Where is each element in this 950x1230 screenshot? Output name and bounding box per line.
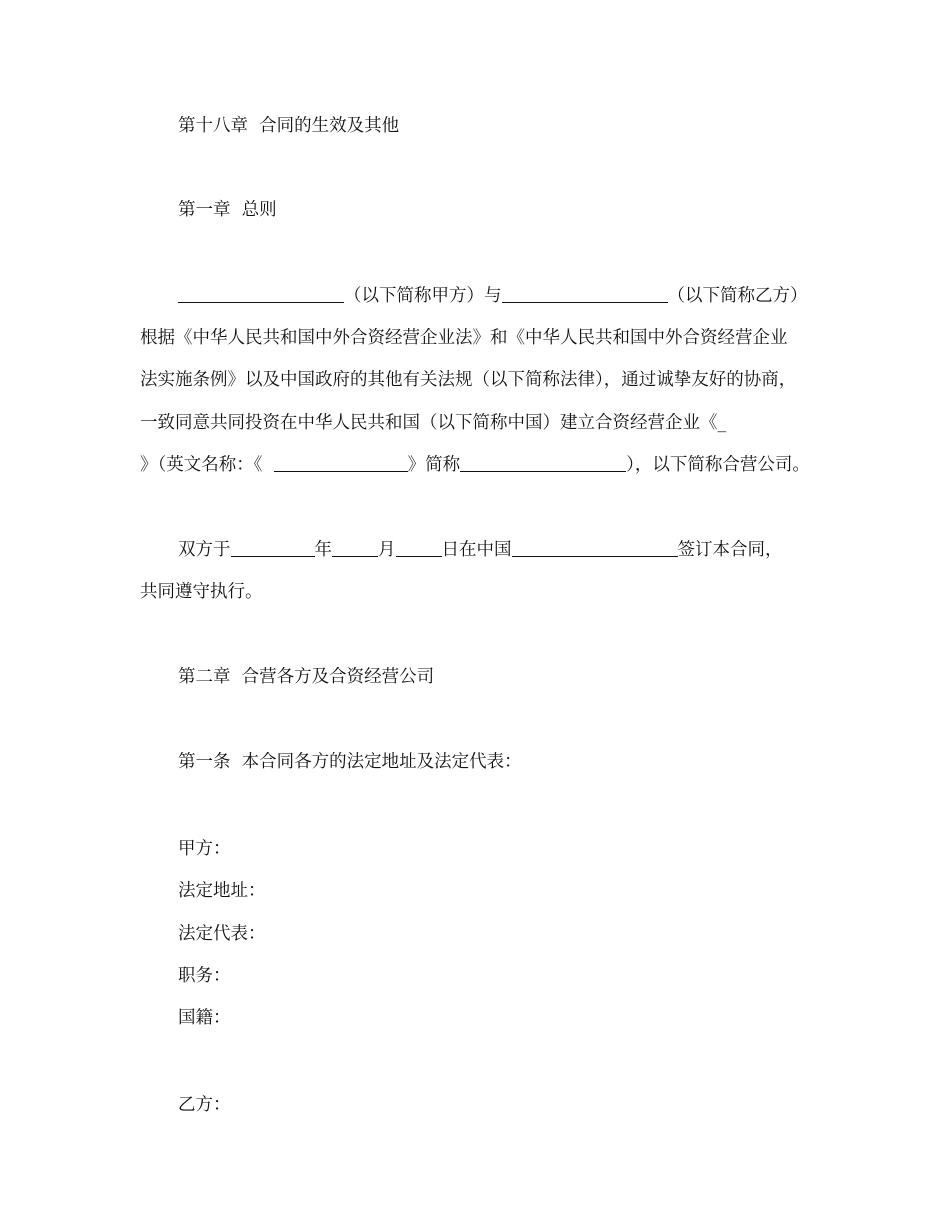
signing-line-1 bbox=[178, 538, 783, 562]
joint-venture-text: ），以下简称合营公司。 bbox=[626, 455, 810, 475]
chapter-18-heading: 第十八章 合同的生效及其他 bbox=[178, 116, 400, 136]
preamble-line-4: 一致同意共同投资在中华人民共和国（以下简称中国）建立合资经营企业《_ bbox=[140, 413, 727, 433]
english-name-text: 》（英文名称：《 bbox=[140, 455, 274, 475]
preamble-line-2: 根据《中华人民共和国中外合资经营企业法》和《中华人民共和国中外合资经营企业 bbox=[140, 328, 788, 348]
article-1-heading: 第一条 本合同各方的法定地址及法定代表： bbox=[178, 752, 522, 772]
abbreviation-blank bbox=[460, 454, 626, 472]
signing-text-1: 双方于 bbox=[178, 540, 231, 560]
location-blank bbox=[512, 539, 678, 557]
day-label: 日在中国 bbox=[441, 540, 512, 560]
month-blank bbox=[332, 539, 378, 557]
party-a-label: 甲方： bbox=[178, 839, 231, 859]
party-a-blank bbox=[178, 285, 344, 303]
month-label: 月 bbox=[378, 540, 396, 560]
preamble-line-5 bbox=[140, 453, 810, 477]
signing-line-2: 共同遵守执行。 bbox=[140, 582, 263, 602]
day-blank bbox=[396, 539, 442, 557]
party-b-blank bbox=[502, 285, 668, 303]
preamble-text-b: （以下简称乙方） bbox=[667, 286, 808, 306]
abbreviation-text: 》简称 bbox=[407, 455, 461, 475]
english-name-blank bbox=[274, 454, 408, 472]
chapter-2-heading: 第二章 合营各方及合资经营公司 bbox=[178, 667, 435, 687]
signing-text-2: 签订本合同， bbox=[677, 540, 783, 560]
party-a-nationality: 国籍： bbox=[178, 1008, 231, 1028]
party-a-position: 职务： bbox=[178, 966, 231, 986]
preamble-text-a: （以下简称甲方）与 bbox=[344, 286, 502, 306]
preamble-line-3: 法实施条例》以及中国政府的其他有关法规（以下简称法律），通过诚挚友好的协商， bbox=[140, 370, 797, 390]
chapter-1-heading: 第一章 总则 bbox=[178, 200, 277, 220]
year-blank bbox=[231, 539, 315, 557]
party-a-representative: 法定代表： bbox=[178, 924, 266, 944]
preamble-line-1 bbox=[178, 284, 808, 308]
party-a-address: 法定地址： bbox=[178, 881, 266, 901]
year-label: 年 bbox=[314, 540, 332, 560]
party-b-label: 乙方： bbox=[178, 1095, 231, 1115]
